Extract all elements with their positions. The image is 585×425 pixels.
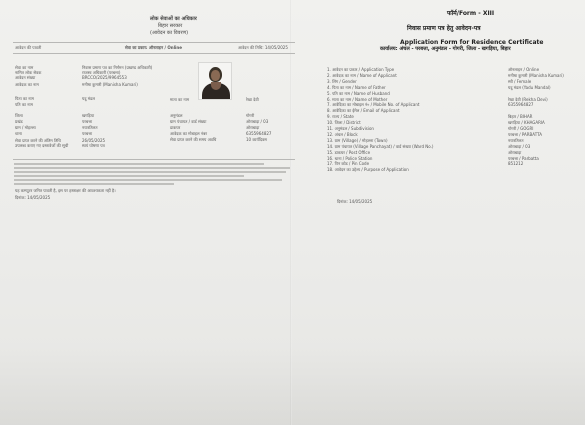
- left-note-date: दिनांक: 14/05/2025: [15, 195, 51, 200]
- form-title-english: Application Form for Residence Certificate: [400, 39, 544, 46]
- form-item-value: गोगरी / GOGRI: [508, 126, 534, 131]
- form-item-label: 14. ग्राम पंचायत (Village Panchayat) / वार्ड संख्या (Ward No.): [327, 143, 434, 149]
- page-shadow: [0, 345, 585, 425]
- field-label: आवेदक का नाम: [15, 82, 39, 87]
- field-label: सेवा का नाम: [15, 65, 34, 70]
- field-label: थाना: [15, 131, 22, 136]
- field-value: खगड़िया: [82, 113, 95, 118]
- field-value: नयारतिलत: [82, 125, 98, 130]
- form-item-label: 1. आवेदन का प्रकार / Application Type: [327, 67, 395, 72]
- form-item-value: ऑनलाइन / Online: [508, 67, 540, 72]
- left-fine-rule: [13, 159, 295, 160]
- form-item-label: 5. पति का नाम / Name of Husband: [327, 90, 390, 96]
- field-value: 10 कार्यदिवस: [246, 137, 267, 142]
- form-item-value: ओराबाड़ा: [508, 149, 522, 155]
- form-title-hindi: निवास प्रमाण पत्र हेतु आवेदन-पत्र: [407, 25, 481, 32]
- field-value: 26/05/2025: [82, 138, 106, 143]
- field-label: डाकघर: [170, 125, 181, 130]
- field-label: नामित लोक सेवक: [15, 70, 42, 75]
- form-item-value: परबत्ता / Parbatta: [508, 155, 539, 161]
- field-value: BRCCO/2025/9964553: [82, 75, 127, 80]
- form-item-label: 8. आवेदिका का ईमेल / Email of Applicant: [327, 108, 400, 114]
- form-item-label: 9. राज्य / State: [327, 114, 354, 120]
- form-item-label: 16. थाना / Police Station: [327, 155, 373, 161]
- form-item-label: 18. आवेदन का उद्देश्य / Purpose of Application: [327, 167, 409, 173]
- form-item-value: नयारतिलत: [508, 137, 524, 143]
- form-item-value: 851212: [508, 161, 524, 167]
- form-item-value: बिहार / BIHAR: [508, 114, 533, 120]
- field-value: 6355964827: [246, 131, 272, 136]
- left-header-2: बिहार सरकार: [158, 23, 183, 29]
- form-item-label: 13. ग्राम (Village) / मोहल्ला (Town): [327, 137, 388, 143]
- field-label: जिला: [15, 113, 23, 118]
- field-label: माता का नाम: [170, 97, 190, 102]
- field-value: गोगरी: [246, 113, 255, 118]
- form-item-value: 6355964827: [508, 102, 534, 108]
- form-item-value: परबत्ता / PARBATTA: [508, 131, 542, 137]
- left-mode-label: सेवा का प्रकार: ऑनलाइन / Online: [125, 45, 182, 50]
- fine-print-line: [14, 167, 290, 169]
- field-label: आवेदन संख्या: [15, 75, 36, 80]
- field-value: राजस्व अधिकारी (परबत्ता): [82, 70, 121, 75]
- form-item-value: खगड़िया / KHAGARIA: [508, 120, 545, 126]
- left-header-1: लोक सेवाओं का अधिकार: [150, 16, 197, 22]
- form-item-value: ओराबाड़ा / 03: [508, 143, 531, 149]
- field-label: पति का नाम: [15, 102, 33, 107]
- field-label: सेवा प्राप्त करने की समय अवधि: [170, 137, 217, 142]
- form-item-label: 6. माता का नाम / Name of Mother: [327, 96, 388, 102]
- left-header-3: (आवेदन का विवरण): [150, 30, 189, 36]
- fine-print-line: [14, 175, 244, 177]
- form-item-value: स्त्री / Female: [508, 78, 532, 84]
- applicant-photo: [198, 62, 232, 100]
- page-fold: [290, 0, 292, 425]
- fine-print-line: [14, 163, 264, 165]
- fine-print-line: [14, 179, 282, 181]
- field-value: यदु मंडल: [82, 96, 95, 101]
- form-item-label: 7. आवेदिका का मोबाइल नं० / Mobile No. of Applicant: [327, 102, 420, 108]
- left-top-rule: [13, 42, 295, 43]
- field-label: पिता का नाम: [15, 96, 34, 101]
- field-value: ओराबाड़ा / 03: [246, 119, 269, 124]
- left-footer-note: यह कम्प्यूटर जनित पावती है, इस पर हस्ताक्षर की आवश्यकता नहीं है।: [15, 188, 116, 193]
- left-date-label: आवेदन की तिथि: 14/05/2025: [238, 45, 288, 50]
- field-label: आवेदक का मोबाइल नंबर: [170, 131, 207, 136]
- form-number: फॉर्म/Form - XIII: [447, 10, 495, 17]
- field-value: रेखा देवी: [246, 97, 259, 102]
- fine-print-line: [14, 183, 174, 185]
- form-office: कार्यालय: अंचल - परबत्ता, अनुमंडल - गोगरी, जिला - खगड़िया, बिहार: [380, 46, 511, 52]
- form-item-value: यदु मंडल (Yadu Mandal): [508, 84, 551, 90]
- form-date: दिनांक: 14/05/2025: [337, 199, 373, 204]
- field-label: उपलब्ध कराए गए दस्तावेजों की सूची: [15, 143, 69, 148]
- form-item-label: 11. अनुमंडल / Subdivision: [327, 126, 374, 131]
- form-item-label: 12. अंचल / Block: [327, 131, 358, 137]
- field-value: ओराबाड़ा: [246, 125, 260, 130]
- field-label: प्रखंड: [15, 119, 23, 124]
- field-label: अनुमंडल: [170, 113, 183, 118]
- form-item-label: 3. लिंग / Gender: [327, 78, 357, 84]
- field-value: मनीषा कुमारी (Manisha Kumari): [82, 82, 138, 87]
- fine-print-line: [14, 171, 286, 173]
- field-value: स्वयं घोषणा पत्र: [82, 143, 105, 148]
- form-item-label: 15. डाकघर / Post Office: [327, 149, 371, 155]
- field-label: ग्राम पंचायत / वार्ड संख्या: [170, 119, 207, 124]
- form-item-label: 17. पिन कोड / Pin Code: [327, 161, 370, 167]
- field-label: ग्राम / मोहल्ला: [15, 125, 36, 130]
- left-mid-rule: [13, 53, 295, 54]
- form-item-label: 10. जिला / District: [327, 120, 361, 126]
- left-app-ack-label: आवेदन की पावती: [15, 45, 42, 50]
- form-item-label: 2. आवेदक का नाम / Name of Applicant: [327, 72, 397, 78]
- field-label: सेवा प्राप्त करने की अंतिम तिथि: [15, 138, 61, 143]
- form-item-value: रेखा देवी (Rekha Devi): [508, 96, 548, 102]
- form-item-value: मनीषा कुमारी (Manisha Kumari): [508, 72, 564, 78]
- field-value: परबत्ता: [82, 119, 92, 124]
- form-item-label: 4. पिता का नाम / Name of Father: [327, 84, 386, 90]
- field-value: निवास प्रमाण पत्र का निर्गमन (प्रखण्ड अधिकारी): [82, 65, 153, 70]
- field-value: परबत्ता: [82, 131, 92, 136]
